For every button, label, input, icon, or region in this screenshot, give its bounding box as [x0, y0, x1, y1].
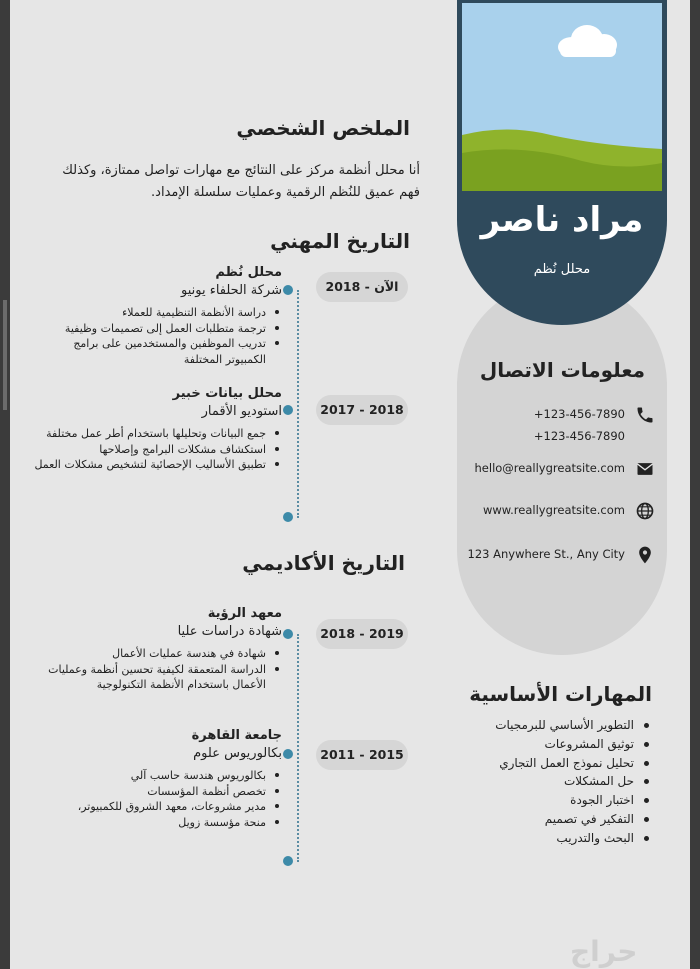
job-role: محلل نُظم — [215, 265, 282, 280]
viewer-right-edge — [690, 0, 700, 969]
company-name: شركة الحلفاء يونيو — [181, 283, 282, 298]
timeline-dot — [283, 629, 293, 639]
globe-icon — [635, 501, 655, 521]
career-date-badge: 2018 - 2017 — [316, 395, 408, 425]
duties-list — [30, 426, 282, 473]
degree-name: بكالوريوس علوم — [193, 746, 282, 761]
skill-item: اختبار الجودة — [430, 791, 652, 810]
timeline-dot — [283, 512, 293, 522]
timeline-dot — [283, 856, 293, 866]
location-pin-icon — [635, 545, 655, 565]
skill-item: تحليل نموذج العمل التجاري — [430, 754, 652, 773]
website-address: www.reallygreatsite.com — [482, 503, 625, 517]
summary-text: أنا محلل أنظمة مركز على النتائج مع مهارات تواصل ممتازة، وكذلك فهم عميق للنُظم الرقمية وعمليات سلسلة الإمداد. — [62, 163, 420, 200]
duty-item: ترجمة متطلبات العمل إلى تصميمات وظيفية — [30, 321, 282, 337]
academic-section-title: التاريخ الأكاديمي — [242, 551, 405, 575]
email-icon — [635, 459, 655, 479]
institution-name: جامعة القاهرة — [191, 728, 282, 743]
academic-date-badge: 2019 - 2018 — [316, 619, 408, 649]
duty-item: جمع البيانات وتحليلها باستخدام أطر عمل مختلفة — [30, 426, 282, 442]
skill-item: التفكير في تصميم — [430, 810, 652, 829]
study-details-list — [30, 646, 282, 693]
study-detail-item: منحة مؤسسة زويل — [30, 815, 282, 831]
job-role: محلل بيانات خبير — [172, 386, 282, 401]
viewer-left-edge — [0, 0, 10, 969]
skills-section-title: المهارات الأساسية — [469, 682, 652, 706]
phone-number-2: +123-456-7890 — [533, 429, 625, 443]
summary-section-title: الملخص الشخصي — [236, 116, 410, 140]
career-date-badge: الآن - 2018 — [316, 272, 408, 302]
email-address: hello@reallygreatsite.com — [474, 461, 625, 475]
contact-section-title: معلومات الاتصال — [479, 358, 645, 382]
duties-list — [30, 305, 282, 367]
career-timeline-line — [297, 290, 299, 518]
degree-name: شهادة دراسات عليا — [177, 624, 282, 639]
study-detail-item: تخصص أنظمة المؤسسات — [30, 784, 282, 800]
resume-page — [10, 0, 690, 969]
contact-phone-row-2 — [465, 427, 655, 449]
postal-address: 123 Anywhere St., Any City — [467, 547, 625, 561]
career-entry — [30, 385, 282, 473]
duty-item: تدريب الموظفين والمستخدمين على برامج الكمبيوتر المختلفة — [30, 336, 282, 367]
job-title: محلل نُظم — [533, 262, 591, 277]
career-section-title: التاريخ المهني — [270, 229, 410, 253]
phone-number-1: +123-456-7890 — [533, 407, 625, 421]
study-detail-item: بكالوريوس هندسة حاسب آلي — [30, 768, 282, 784]
study-detail-item: شهادة في هندسة عمليات الأعمال — [30, 646, 282, 662]
person-name: مراد ناصر — [480, 200, 644, 240]
duty-item: تطبيق الأساليب الإحصائية لتشخيص مشكلات العمل — [30, 457, 282, 473]
academic-timeline-line — [297, 634, 299, 862]
career-entry — [30, 264, 282, 367]
study-detail-item: مدير مشروعات، معهد الشروق للكمبيوتر، — [30, 799, 282, 815]
skills-list — [430, 716, 652, 848]
contact-phone-row — [465, 405, 655, 427]
timeline-dot — [283, 405, 293, 415]
skill-item: البحث والتدريب — [430, 829, 652, 848]
skill-item: حل المشكلات — [430, 772, 652, 791]
academic-entry — [30, 605, 282, 693]
study-details-list — [30, 768, 282, 830]
phone-icon — [635, 405, 655, 425]
scrollbar-thumb[interactable] — [3, 300, 7, 410]
company-name: استوديو الأقمار — [201, 404, 282, 419]
institution-name: معهد الرؤية — [207, 606, 282, 621]
duty-item: استكشاف مشكلات البرامج وإصلاحها — [30, 442, 282, 458]
timeline-dot — [283, 749, 293, 759]
contact-email-row — [465, 459, 655, 481]
academic-entry — [30, 727, 282, 830]
skill-item: توثيق المشروعات — [430, 735, 652, 754]
contact-website-row — [465, 501, 655, 523]
study-detail-item: الدراسة المتعمقة لكيفية تحسين أنظمة وعمليات الأعمال باستخدام الأنظمة التكنولوجية — [30, 662, 282, 693]
skill-item: التطوير الأساسي للبرمجيات — [430, 716, 652, 735]
academic-date-badge: 2015 - 2011 — [316, 740, 408, 770]
watermark-logo: حراج — [570, 935, 638, 968]
duty-item: دراسة الأنظمة التنظيمية للعملاء — [30, 305, 282, 321]
profile-photo-placeholder — [462, 3, 662, 191]
timeline-dot — [283, 285, 293, 295]
contact-address-row — [465, 545, 655, 567]
